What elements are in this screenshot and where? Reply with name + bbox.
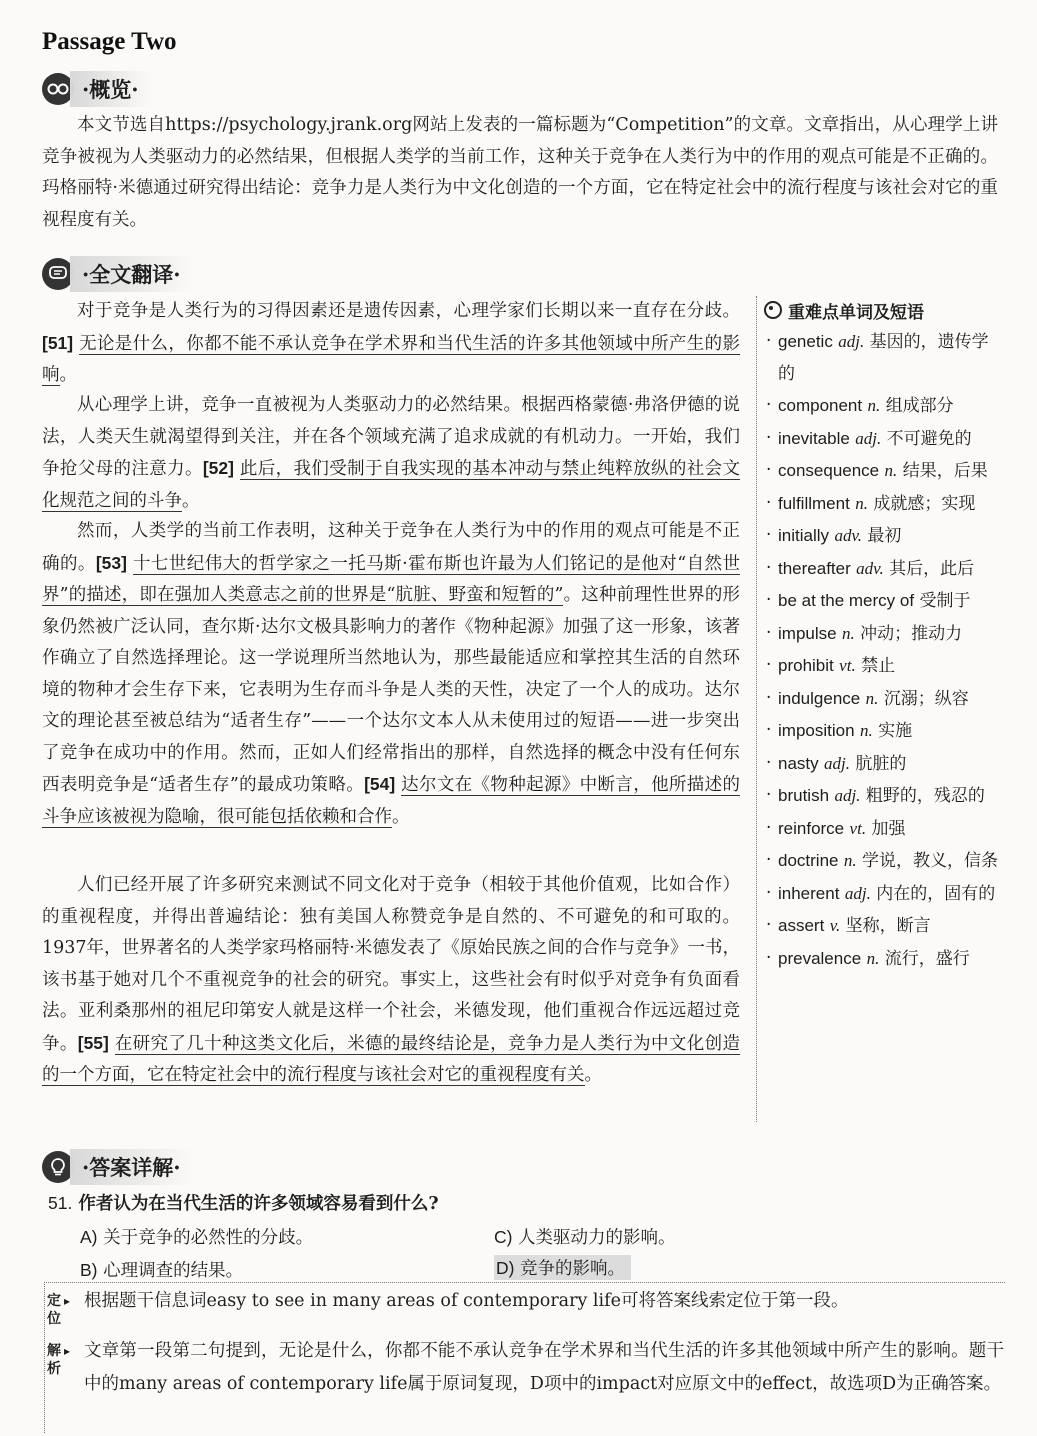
p1-question-number: [51]: [42, 332, 74, 353]
vocab-pos: n.: [859, 721, 873, 740]
vocab-meaning: 加强: [871, 818, 906, 839]
p1-end: 。: [59, 365, 77, 385]
vocab-meaning: 沉溺；纵容: [883, 688, 969, 709]
vocab-pos: vt.: [849, 818, 867, 838]
vocab-word: indulgence: [778, 688, 861, 708]
question-text: 作者认为在当代生活的许多领域容易看到什么?: [78, 1194, 439, 1214]
translation-paragraph-1: [42, 296, 740, 392]
target-icon: [764, 301, 782, 319]
vocab-item: [764, 845, 1004, 878]
vocab-word: consequence: [778, 461, 880, 480]
vocab-meaning: 受制于: [919, 591, 971, 611]
vocab-word: impulse: [778, 623, 837, 643]
p1-text: 对于竞争是人类行为的习得因素还是遗传因素，心理学家们长期以来一直存在分歧。: [77, 301, 740, 321]
overview-text: 本文节选自https://psychology.jrank.org网站上发表的一篇标题为“Competition”的文章。文章指出，从心理学上讲竞争被视为人类驱动力的必然结果，但根据人类学的当前工作，这种关于竞争在人类行为中的作用的观点可能是不正确的。玛格丽特·米德通过研究得出结论：竞争力是人类行为中文化创造的一个方面，它在特定社会中的流行程度与该社会对它的重视程度有关。: [42, 115, 998, 230]
vocab-meaning: 学说，教义，信条: [862, 851, 999, 871]
p2-text: 从心理学上讲，竞争一直被视为人类驱动力的必然结果。根据西格蒙德·弗洛伊德的说法，人类天生就渴望得到关注，并在各个领域充满了追求成就的有机动力。一开始，我们争抢父母的注意力。: [42, 395, 740, 479]
question-stem: [48, 1190, 439, 1215]
vocab-pos: adj.: [844, 883, 871, 903]
vocab-word: initially: [778, 526, 830, 545]
vocab-pos: n.: [865, 688, 879, 708]
analysis-tag: 解析: [47, 1343, 61, 1377]
vocab-item: [764, 878, 1004, 911]
answers-heading: [42, 1150, 195, 1184]
vocab-meaning: 肮脏的: [855, 753, 907, 774]
vocab-item: [764, 943, 1004, 976]
vocab-word: component: [778, 396, 863, 415]
vocab-pos: n.: [842, 623, 855, 643]
p1-underlined: 无论是什么，你都不能不承认竞争在学术界和当代生活的许多其他领域中所产生的影响: [42, 333, 740, 385]
vocab-item: [764, 650, 1004, 683]
vocab-word: be at the mercy of: [778, 591, 915, 610]
vocab-pos: adj.: [838, 332, 865, 351]
p3-question-number-54: [54]: [364, 774, 396, 794]
vocab-word: genetic: [778, 332, 833, 351]
translation-heading-label: ·全文翻译·: [70, 256, 195, 292]
p3-question-number-53: [53]: [95, 552, 127, 573]
vocab-meaning: 冲动；推动力: [860, 623, 963, 644]
p2-underlined: 此后，我们受制于自我实现的基本冲动与禁止纯粹放纵的社会文化规范之间的斗争: [42, 459, 740, 511]
vocab-meaning: 禁止: [861, 656, 896, 676]
vocab-word: doctrine: [778, 851, 839, 870]
vocab-item: [764, 618, 1004, 651]
overview-heading: [42, 72, 153, 106]
overview-heading-label: ·概览·: [70, 71, 153, 107]
vocab-pos: n.: [884, 461, 898, 480]
vocab-pos: n.: [867, 396, 881, 415]
vocab-meaning: 成就感；实现: [873, 493, 976, 514]
p3-end: 。: [392, 806, 410, 827]
vocab-pos: vt.: [839, 656, 856, 675]
p4-end: 。: [584, 1065, 602, 1085]
question-number: 51.: [48, 1193, 73, 1213]
vocab-word: fulfillment: [778, 493, 850, 513]
locate-text: 根据题干信息词easy to see in many areas of contemporary life可将答案线索定位于第一段。: [84, 1291, 849, 1311]
option-d-correct: D) 竞争的影响。: [494, 1255, 631, 1280]
vocab-title-label: 重难点单词及短语: [788, 302, 924, 323]
vocab-word: prevalence: [778, 948, 862, 968]
option-c: C) 人类驱动力的影响。: [494, 1227, 676, 1248]
p2-end: 。: [182, 490, 200, 511]
vocab-pos: n.: [866, 948, 880, 968]
vocab-item: [764, 520, 1004, 553]
vocab-pos: adv.: [834, 526, 862, 545]
vocab-item: [764, 553, 1004, 586]
vocab-item: [764, 780, 1004, 813]
translation-paragraph-4: [42, 870, 740, 1092]
passage-title: Passage Two: [42, 28, 177, 55]
vocab-word: prohibit: [778, 656, 834, 675]
vocab-word: inevitable: [778, 428, 850, 448]
vocab-pos: adj.: [855, 428, 882, 448]
vocab-word: thereafter: [778, 558, 851, 578]
vocab-meaning: 流行，盛行: [884, 948, 970, 969]
vocab-word: brutish: [778, 786, 830, 805]
vocab-word: imposition: [778, 721, 855, 740]
vocab-meaning: 组成部分: [885, 396, 954, 416]
vocab-meaning: 结果，后果: [902, 461, 988, 481]
vocab-pos: adj.: [824, 753, 851, 773]
vocab-word: reinforce: [778, 818, 845, 838]
translation-paragraph-3: [42, 516, 740, 833]
vocab-meaning: 基因的，遗传学的: [778, 332, 989, 384]
p4-underlined: 在研究了几十种这类文化后，米德的最终结论是，竞争力是人类行为中文化创造的一个方面，它在特定社会中的流行程度与该社会对它的重视程度有关: [42, 1033, 740, 1085]
vocab-item: [764, 488, 1004, 521]
arrow-right-icon: ▸: [64, 1344, 71, 1358]
answers-heading-label: ·答案详解·: [70, 1149, 195, 1185]
vocab-sidebar: [764, 296, 1004, 975]
vocab-meaning: 其后，此后: [889, 558, 975, 579]
vocab-item: [764, 748, 1004, 781]
vocab-meaning: 粗野的，残忍的: [865, 786, 985, 806]
vocab-item: [764, 715, 1004, 748]
vocab-meaning: 最初: [867, 526, 902, 546]
vocab-pos: n.: [855, 493, 868, 513]
vocab-item: [764, 455, 1004, 488]
option-b: B) 心理调查的结果。: [80, 1260, 244, 1281]
vocab-meaning: 不可避免的: [886, 428, 972, 449]
arrow-right-icon: ▸: [64, 1294, 71, 1308]
translation-heading: [42, 257, 195, 291]
vocab-divider: [756, 296, 757, 1122]
vocab-item: [764, 813, 1004, 846]
vocab-item: [764, 683, 1004, 716]
vocab-item: [764, 390, 1004, 423]
option-a: A) 关于竞争的必然性的分歧。: [80, 1227, 314, 1248]
vocab-word: nasty: [778, 753, 819, 773]
p3-middle: 。这种前理性世界的形象仍然被广泛认同，查尔斯·达尔文极具影响力的著作《物种起源》加强了这一形象，该著作确立了自然选择理论。这一学说理所当然地认为，那些最能适应和掌控其生活的自然环境的物种才会生存下来，它表明为生存而斗争是人类的天性，决定了一个人的成功。达尔文的理论甚至被总结为“适者生存”——一个达尔文本人从未使用过的短语——进一步突出了竞争在成功中的作用。然而，正如人们经常指出的那样，自然选择的概念中没有任何东西表明竞争是“适者生存”的最成功策略。: [42, 585, 741, 795]
vocab-item: [764, 423, 1004, 456]
vocab-pos: adj.: [834, 786, 861, 805]
p3-underlined-53: 十七世纪伟大的哲学家之一托马斯·霍布斯也许最为人们铭记的是他对“自然世界”的描述，即在强加人类意志之前的世界是“肮脏、野蛮和短暂的”: [42, 553, 740, 605]
vocab-meaning: 实施: [878, 721, 913, 741]
analysis-text: 文章第一段第二句提到，无论是什么，你都不能不承认竞争在学术界和当代生活的许多其他领域中所产生的影响。题干中的many areas of contemporary life属于原词复现，D项中的impact对应原文中的effect，故选项D为正确答案。: [84, 1341, 1004, 1394]
vocab-pos: adv.: [856, 558, 884, 578]
translation-paragraph-2: [42, 390, 740, 517]
vocab-title: [764, 296, 1004, 324]
vocab-item: [764, 585, 1004, 618]
p4-question-number: [55]: [77, 1032, 109, 1053]
p3-text: 然而，人类学的当前工作表明，这种关于竞争在人类行为中的作用的观点可能是不正确的。: [42, 521, 740, 574]
vocab-meaning: 坚称，断言: [845, 916, 931, 936]
vocab-pos: n.: [843, 851, 857, 870]
vocab-pos: v.: [829, 916, 841, 935]
p3-underlined-54: 达尔文在《物种起源》中断言，他所描述的斗争应该被视为隐喻，很可能包括依赖和合作: [42, 775, 740, 827]
p2-question-number: [52]: [202, 458, 234, 478]
p4-text: 人们已经开展了许多研究来测试不同文化对于竞争（相较于其他价值观，比如合作）的重视程度，并得出普遍结论：独有美国人称赞竞争是自然的、不可避免的和可取的。1937年，世界著名的人类学家玛格丽特·米德发表了《原始民族之间的合作与竞争》一书，该书基于她对几个不重视竞争的社会的研究。事实上，这些社会有时似乎对竞争有负面看法。亚利桑那州的祖尼印第安人就是这样一个社会，米德发现，他们重视合作远远超过竞争。: [42, 875, 740, 1054]
vocab-item: [764, 326, 1004, 390]
vocab-word: inherent: [778, 883, 840, 903]
vocab-list: [764, 326, 1004, 975]
locate-tag: 定位: [47, 1293, 61, 1327]
vocab-item: [764, 910, 1004, 943]
vocab-word: assert: [778, 916, 825, 935]
vocab-meaning: 内在的，固有的: [876, 883, 996, 904]
